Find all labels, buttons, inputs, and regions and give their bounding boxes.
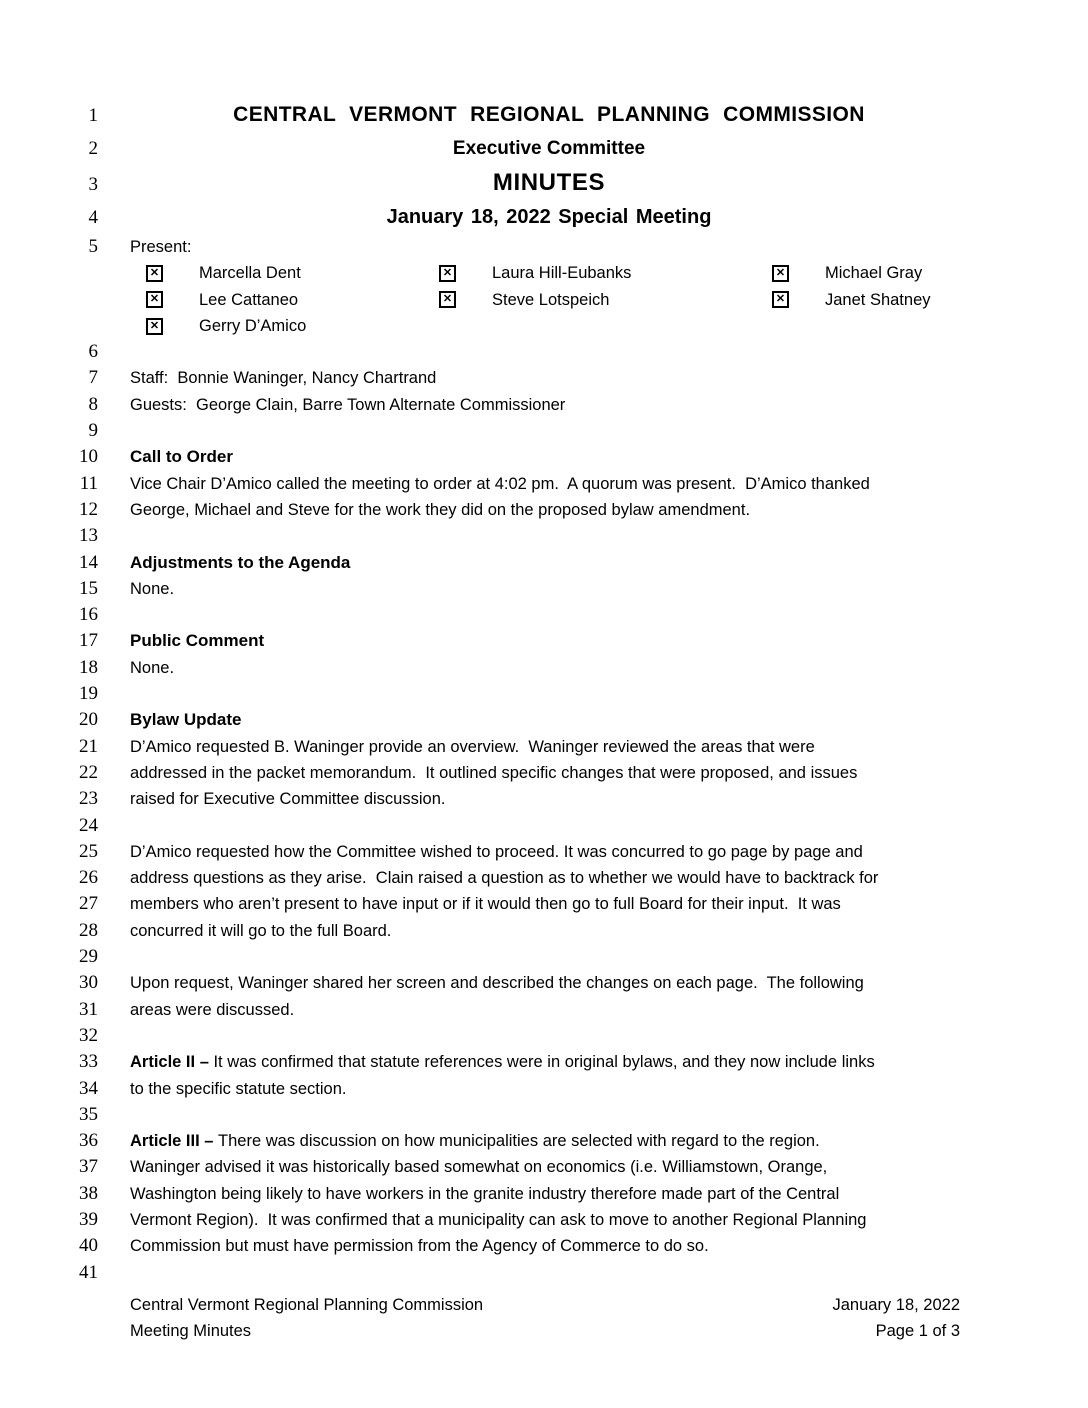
attendee-name: Janet Shatney — [825, 290, 931, 309]
line-text: Commission but must have permission from the Agency of Commerce to do so. — [130, 1237, 709, 1256]
attendee-item — [130, 260, 423, 286]
line-number: 26 — [79, 867, 98, 889]
line-text: Upon request, Waninger shared her screen and described the changes on each page. The following — [130, 974, 864, 993]
line-text: Guests: George Clain, Barre Town Alternate Commissioner — [130, 395, 566, 414]
line-number: 39 — [79, 1208, 98, 1230]
page-footer — [130, 1292, 960, 1344]
attendee-item — [423, 260, 756, 286]
document-body — [0, 98, 1088, 1286]
line-text: Present: — [130, 238, 192, 256]
line-number: 13 — [79, 525, 98, 547]
line-text: Vice Chair D’Amico called the meeting to order at 4:02 pm. A quorum was present. D’Amico thanked — [130, 474, 870, 493]
line-text: concurred it will go to the full Board. — [130, 921, 392, 940]
line-row — [0, 760, 1088, 786]
line-row — [0, 365, 1088, 391]
line-row — [0, 1128, 1088, 1154]
attendee-item — [130, 313, 423, 339]
line-number: 27 — [79, 893, 98, 915]
line-row — [0, 655, 1088, 681]
line-row — [0, 786, 1088, 812]
line-text: Waninger advised it was historically based somewhat on economics (i.e. Williamstown, Orange, — [130, 1158, 828, 1177]
attendee-columns — [130, 313, 968, 339]
line-row — [0, 418, 1088, 444]
footer-org: Central Vermont Regional Planning Commission — [130, 1296, 484, 1314]
checked-checkbox-icon: ✕ — [146, 291, 163, 308]
attendee-row — [0, 260, 1088, 286]
attendee-row — [0, 313, 1088, 339]
line-number: 28 — [79, 919, 98, 941]
line-row — [0, 444, 1088, 470]
line-number: 29 — [79, 946, 98, 968]
line-text: George, Michael and Steve for the work they did on the proposed bylaw amendment. — [130, 500, 751, 519]
line-number: 11 — [79, 472, 98, 494]
line-number: 31 — [79, 998, 98, 1020]
line-row — [0, 576, 1088, 602]
line-text-rest: There was discussion on how municipalities are selected with regard to the region. — [218, 1132, 820, 1151]
line-row — [0, 523, 1088, 549]
line-row — [0, 98, 1088, 132]
checked-checkbox-icon: ✕ — [772, 291, 789, 308]
footer-doc-type: Meeting Minutes — [130, 1322, 252, 1340]
attendee-name: Steve Lotspeich — [492, 290, 610, 309]
line-number: 33 — [79, 1051, 98, 1073]
attendee-item — [423, 287, 756, 313]
attendee-item — [756, 287, 968, 313]
line-number: 25 — [79, 840, 98, 862]
line-row — [0, 918, 1088, 944]
checked-checkbox-icon: ✕ — [439, 291, 456, 308]
line-row — [0, 813, 1088, 839]
line-row — [0, 681, 1088, 707]
line-row — [0, 339, 1088, 365]
line-text: CENTRAL VERMONT REGIONAL PLANNING COMMISSION — [233, 103, 865, 126]
footer-page-number: Page 1 of 3 — [875, 1322, 960, 1340]
line-number: 7 — [88, 367, 98, 389]
line-row — [0, 1260, 1088, 1286]
line-row — [0, 891, 1088, 917]
line-number: 4 — [88, 207, 98, 228]
line-text: D’Amico requested B. Waninger provide an overview. Waninger reviewed the areas that were — [130, 737, 815, 756]
line-number: 1 — [88, 105, 98, 126]
footer-right — [832, 1292, 960, 1344]
line-row — [0, 602, 1088, 628]
line-number: 38 — [79, 1182, 98, 1204]
line-number: 14 — [79, 551, 98, 573]
line-row — [0, 865, 1088, 891]
line-row — [0, 628, 1088, 654]
line-number: 32 — [79, 1024, 98, 1046]
attendee-name: Marcella Dent — [199, 264, 301, 283]
checked-checkbox-icon: ✕ — [146, 318, 163, 335]
line-text: Staff: Bonnie Waninger, Nancy Chartrand — [130, 369, 437, 388]
article-label: Article III – — [130, 1132, 219, 1151]
line-text: raised for Executive Committee discussion. — [130, 790, 446, 809]
line-text: members who aren’t present to have input or if it would then go to full Board for their input. It was — [130, 895, 841, 914]
line-number: 17 — [79, 630, 98, 652]
checked-checkbox-icon: ✕ — [772, 265, 789, 282]
line-row — [0, 1076, 1088, 1102]
line-number: 5 — [88, 236, 98, 257]
line-number: 2 — [88, 138, 98, 159]
line-number: 40 — [79, 1235, 98, 1257]
line-number: 36 — [79, 1130, 98, 1152]
line-text — [130, 1049, 968, 1075]
footer-date: January 18, 2022 — [832, 1296, 960, 1314]
line-row — [0, 497, 1088, 523]
line-number: 9 — [88, 420, 98, 442]
line-text-rest: It was confirmed that statute references were in original bylaws, and they now include links — [213, 1053, 875, 1072]
line-number: 6 — [88, 341, 98, 363]
checked-checkbox-icon: ✕ — [439, 265, 456, 282]
line-row — [0, 166, 1088, 200]
line-number: 3 — [88, 174, 98, 195]
line-text: January 18, 2022 Special Meeting — [386, 206, 712, 228]
attendee-name: Gerry D’Amico — [199, 316, 307, 335]
line-text: areas were discussed. — [130, 1000, 295, 1019]
section-heading: Call to Order — [130, 447, 233, 467]
section-heading: Adjustments to the Agenda — [130, 552, 351, 572]
line-number: 30 — [79, 972, 98, 994]
section-heading: Bylaw Update — [130, 710, 242, 730]
line-row — [0, 944, 1088, 970]
checked-checkbox-icon: ✕ — [146, 265, 163, 282]
line-text: MINUTES — [492, 169, 606, 196]
article-label: Article II – — [130, 1053, 214, 1072]
section-heading: Public Comment — [130, 631, 265, 651]
attendee-item — [130, 287, 423, 313]
attendee-item — [756, 260, 968, 286]
line-row — [0, 392, 1088, 418]
line-text: Vermont Region). It was confirmed that a municipality can ask to move to another Regional Planning — [130, 1210, 867, 1229]
line-row — [0, 200, 1088, 234]
line-row — [0, 550, 1088, 576]
line-text: addressed in the packet memorandum. It outlined specific changes that were proposed, and issues — [130, 763, 858, 782]
line-row — [0, 997, 1088, 1023]
line-row — [0, 1049, 1088, 1075]
line-number: 18 — [79, 656, 98, 678]
line-text: None. — [130, 658, 175, 677]
line-number: 24 — [79, 814, 98, 836]
line-row — [0, 707, 1088, 733]
line-row — [0, 234, 1088, 260]
line-row — [0, 471, 1088, 497]
line-number: 34 — [79, 1077, 98, 1099]
line-number: 35 — [79, 1103, 98, 1125]
line-number: 41 — [79, 1261, 98, 1283]
line-number: 37 — [79, 1156, 98, 1178]
attendee-row — [0, 287, 1088, 313]
line-number: 20 — [79, 709, 98, 731]
line-row — [0, 1181, 1088, 1207]
line-text: to the specific statute section. — [130, 1079, 347, 1098]
line-number: 19 — [79, 683, 98, 705]
line-number: 16 — [79, 604, 98, 626]
line-text: D’Amico requested how the Committee wished to proceed. It was concurred to go page by page and — [130, 842, 863, 861]
line-row — [0, 839, 1088, 865]
line-number: 12 — [79, 498, 98, 520]
line-number: 15 — [79, 577, 98, 599]
line-number: 10 — [79, 446, 98, 468]
line-text: Washington being likely to have workers in the granite industry therefore made part of the Central — [130, 1184, 840, 1203]
line-row — [0, 970, 1088, 996]
line-number: 23 — [79, 788, 98, 810]
line-row — [0, 1207, 1088, 1233]
line-text: Executive Committee — [452, 138, 646, 159]
attendee-columns — [130, 260, 968, 286]
line-text: None. — [130, 579, 175, 598]
line-row — [0, 1233, 1088, 1259]
line-row — [0, 1023, 1088, 1049]
line-row — [0, 132, 1088, 166]
attendee-columns — [130, 287, 968, 313]
line-row — [0, 1102, 1088, 1128]
footer-left — [130, 1292, 483, 1344]
line-row — [0, 1154, 1088, 1180]
attendee-name: Lee Cattaneo — [199, 290, 299, 309]
attendee-name: Laura Hill-Eubanks — [492, 264, 632, 283]
line-row — [0, 734, 1088, 760]
line-number: 21 — [79, 735, 98, 757]
line-text: address questions as they arise. Clain raised a question as to whether we would have to backtrack for — [130, 869, 879, 888]
line-number: 8 — [88, 393, 98, 415]
attendee-name: Michael Gray — [825, 264, 923, 283]
line-number: 22 — [79, 761, 98, 783]
line-text — [130, 1128, 968, 1154]
